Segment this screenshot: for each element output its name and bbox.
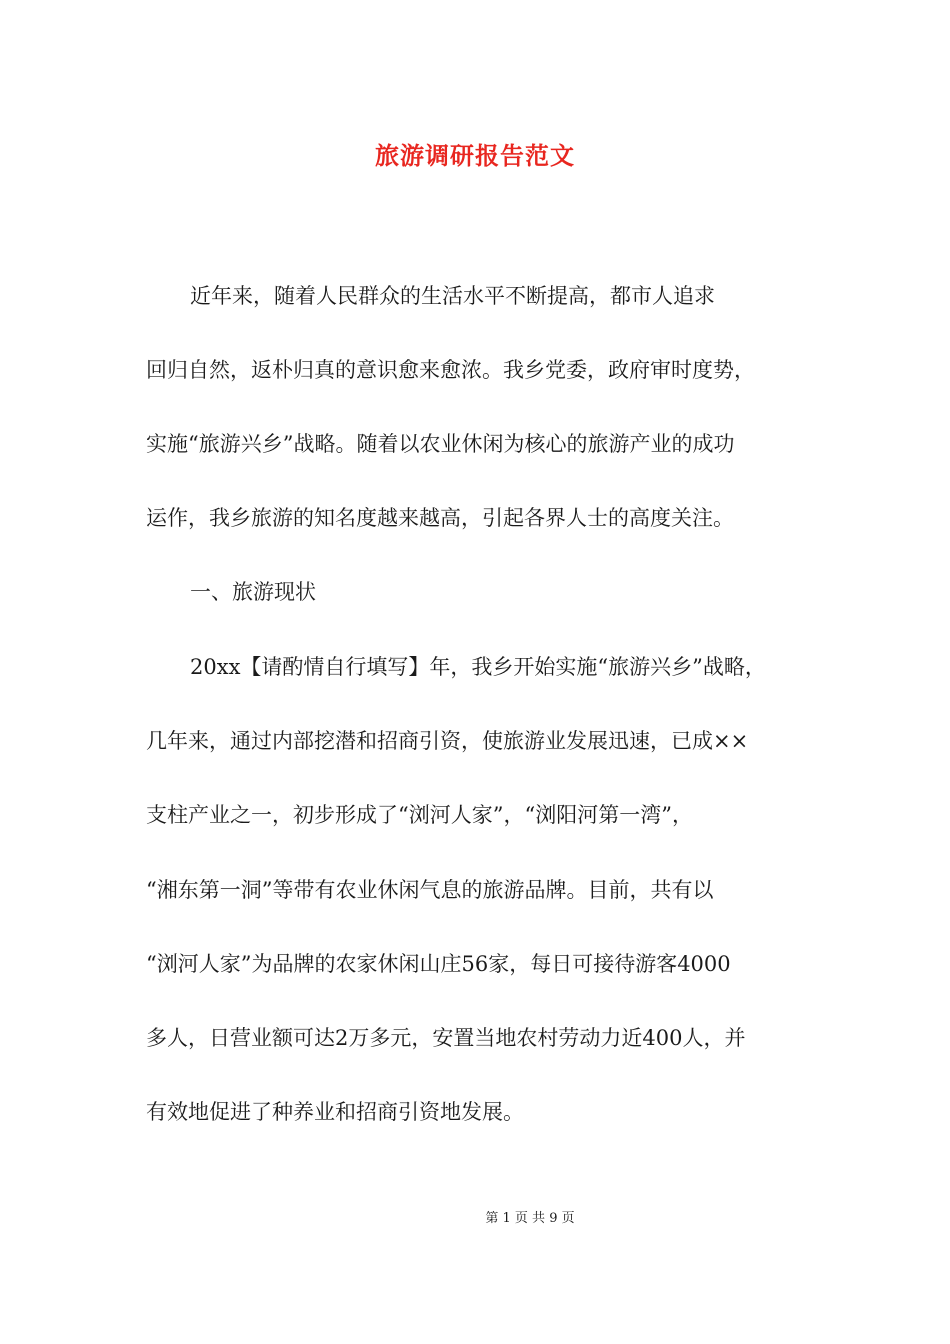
section-heading-1: 一、旅游现状 (190, 580, 316, 604)
paragraph-1-line-2: 回归自然，返朴归真的意识愈来愈浓。我乡党委，政府审时度势， (146, 358, 755, 382)
paragraph-1-line-3: 实施“旅游兴乡”战略。随着以农业休闲为核心的旅游产业的成功 (146, 432, 735, 456)
paragraph-1-line-4: 运作，我乡旅游的知名度越来越高，引起各界人士的高度关注。 (146, 506, 734, 530)
document-title: 旅游调研报告范文 (375, 141, 575, 170)
paragraph-2-line-2: 几年来，通过内部挖潜和招商引资，使旅游业发展迅速，已成×× (146, 729, 749, 753)
paragraph-2-line-6: 多人，日营业额可达2万多元，安置当地农村劳动力近400人，并 (146, 1026, 746, 1050)
paragraph-1-line-1: 近年来，随着人民群众的生活水平不断提高，都市人追求 (190, 284, 715, 308)
paragraph-2-line-5: “浏河人家”为品牌的农家休闲山庄56家，每日可接待游客4000 (146, 952, 731, 976)
paragraph-2-line-4: “湘东第一洞”等带有农业休闲气息的旅游品牌。目前，共有以 (146, 878, 714, 902)
paragraph-2-line-1: 20xx【请酌情自行填写】年，我乡开始实施“旅游兴乡”战略， (190, 655, 766, 679)
page-number: 第 1 页 共 9 页 (485, 1211, 575, 1226)
paragraph-2-line-3: 支柱产业之一，初步形成了“浏河人家”，“浏阳河第一湾”， (146, 803, 693, 827)
paragraph-2-line-7: 有效地促进了种养业和招商引资地发展。 (146, 1100, 524, 1124)
